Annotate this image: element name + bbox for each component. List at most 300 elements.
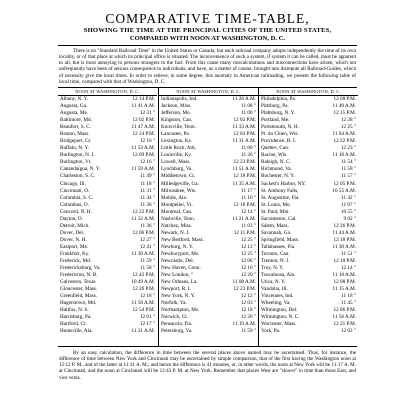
local-time: 11 45 " xyxy=(341,300,356,307)
table-row xyxy=(159,307,258,314)
title-rule xyxy=(58,45,357,46)
table-row xyxy=(159,328,258,335)
city-name: Canandaigua, N. Y. xyxy=(60,166,101,173)
city-name: Newport, R. I. xyxy=(161,286,191,293)
city-name: Detroit, Mich. xyxy=(60,222,90,229)
city-name: Portsmouth, N. H. xyxy=(261,124,299,131)
table-row xyxy=(259,300,358,307)
local-time: 11 08 A.M. xyxy=(232,279,256,286)
city-name: Louisville, Ky. xyxy=(161,152,192,159)
local-time: 11 48 A.M. xyxy=(332,102,356,109)
column-header: NOON AT WASHINGTON, D. C. xyxy=(58,88,157,96)
local-time: 11 00 " xyxy=(241,145,256,152)
table-row xyxy=(259,202,358,209)
table-row xyxy=(159,103,258,110)
city-name: Nashville, Tenn. xyxy=(161,215,195,222)
table-row xyxy=(159,202,258,209)
column-header: NOON AT WASHINGTON, D. C. xyxy=(259,88,358,96)
local-time: 11 30 A.M. xyxy=(332,243,356,250)
local-time: 12 02 P.M. xyxy=(233,117,256,124)
city-name: Lexington, Ky. xyxy=(161,138,193,145)
table-row xyxy=(159,279,258,286)
table-row xyxy=(159,286,258,293)
city-name: Halifax, N. S. xyxy=(60,307,89,314)
local-time: 12 08 P.M. xyxy=(333,95,356,102)
local-time: 10 49 A.M. xyxy=(131,279,155,286)
local-time: 12 20 " xyxy=(240,272,256,279)
local-time: 12 54 P.M. xyxy=(132,307,155,314)
table-row xyxy=(58,117,157,124)
city-name: Utica, N. Y. xyxy=(261,279,286,286)
local-time: 12 18 " xyxy=(240,307,256,314)
table-row xyxy=(58,272,157,279)
local-time: 12 14 " xyxy=(240,208,256,215)
table-row xyxy=(159,188,258,195)
local-time: 12 15 P.M. xyxy=(333,110,356,117)
city-name: Portland, Me. xyxy=(261,117,290,124)
table-row xyxy=(58,131,157,138)
table-row xyxy=(259,159,358,166)
city-name: Albany, N. Y. xyxy=(60,95,89,102)
local-time: 11 36 " xyxy=(140,222,155,229)
local-time: 11 33 A.M. xyxy=(232,124,256,131)
table-row xyxy=(259,216,358,223)
local-time: 12 23 " xyxy=(340,145,356,152)
table-row xyxy=(259,117,358,124)
table-row xyxy=(58,96,157,103)
table-row xyxy=(58,124,157,131)
table-row xyxy=(259,307,358,314)
city-name: Newburyport, Ms. xyxy=(161,250,200,257)
city-name: New Haven, Conn. xyxy=(161,265,201,272)
table-row xyxy=(259,223,358,230)
table-row xyxy=(58,244,157,251)
local-time: 10 55 A.M. xyxy=(332,187,356,194)
city-name: Sackett's Harbor, NY. xyxy=(261,180,306,187)
table-row xyxy=(58,145,157,152)
local-time: 11 59 A.M. xyxy=(131,166,155,173)
table-row xyxy=(259,279,358,286)
local-time: 11 18 A.M. xyxy=(332,272,356,279)
local-time: 12 16 " xyxy=(139,159,155,166)
city-name: Trenton, N. J. xyxy=(261,258,290,265)
city-name: Baltimore, Md. xyxy=(60,117,92,124)
table-row xyxy=(159,209,258,216)
table-row xyxy=(159,131,258,138)
city-name: Newark, N. J. xyxy=(161,229,190,236)
city-name: Norfolk, Va. xyxy=(161,300,187,307)
page-subtitle: SHOWING THE TIME AT THE PRINCIPAL CITIES OF THE UNITED STATES, xyxy=(83,27,332,34)
city-name: Greenfield, Mass. xyxy=(60,293,98,300)
city-name: Gloucester, Mass. xyxy=(60,286,98,293)
table-row xyxy=(58,103,157,110)
table-row xyxy=(259,272,358,279)
table-row xyxy=(259,328,358,335)
intro-paragraph: There is no "Standard Railroad Time" in the United States or Canada; but each railroad company adopts independently the time of its own locality, or of that place at which its principal office is situated. The inconvenience of such a system, if system it can be called, must be apparent to all, but is most annoying to persons strangers to the fact. From this cause many miscalculations and misconnections have arisen, which not unfrequently have been of serious consequence to individuals, and have, as a matter of course, brought into disrepute all Railroad-Guides, which of necessity give the local times. In order to relieve, in some degree, this anomaly in American railroading, we present the following table of local time, compared with that of Washington, D. C. xyxy=(59,48,356,85)
table-row xyxy=(58,265,157,272)
table-row xyxy=(259,293,358,300)
page-title: COMPARATIVE TIME-TABLE, xyxy=(105,11,310,26)
local-time: 11 36 " xyxy=(140,201,155,208)
local-time: 11 59 " xyxy=(140,258,155,265)
table-row xyxy=(259,230,358,237)
table-row xyxy=(159,173,258,180)
table-row xyxy=(58,286,157,293)
local-time: 11 31 " xyxy=(140,187,155,194)
city-name: Wheeling, Va. xyxy=(261,300,291,307)
city-name: St. Augustine, Fla. xyxy=(261,194,300,201)
local-time: 12 18 P.M. xyxy=(233,201,256,208)
table-row xyxy=(159,216,258,223)
table-row xyxy=(159,124,258,131)
table-row xyxy=(159,195,258,202)
city-name: Burlington, Vt. xyxy=(60,159,92,166)
table-row xyxy=(159,230,258,237)
table-row xyxy=(58,188,157,195)
city-name: Northampton, Ms. xyxy=(161,307,200,314)
city-name: Norwich, Ct. xyxy=(161,314,188,321)
local-time: 11 58 A.M. xyxy=(131,300,155,307)
local-time: 11 54 " xyxy=(341,159,356,166)
local-time: 12 16 " xyxy=(240,265,256,272)
table-row xyxy=(259,96,358,103)
city-name: Plattsburg, N. Y. xyxy=(261,110,296,117)
local-time: 11 59 " xyxy=(241,328,256,335)
local-time: 11 26 " xyxy=(241,152,256,159)
city-name: Montpelier, Vt. xyxy=(161,201,193,208)
local-time: 11 21 A.M. xyxy=(131,328,155,335)
city-name: Troy, N. Y. xyxy=(261,265,284,272)
local-time: 11 49 " xyxy=(140,173,155,180)
local-time: 11 26 A.M. xyxy=(232,95,256,102)
city-name: Middletown, Ct. xyxy=(161,173,196,180)
table-row xyxy=(58,202,157,209)
table-row xyxy=(159,166,258,173)
table-row xyxy=(58,279,157,286)
city-name: Indianapolis, Ind. xyxy=(161,95,198,102)
local-time: 11 47 A.M. xyxy=(131,124,155,131)
local-time: 12 18 P.M. xyxy=(333,236,356,243)
table-row xyxy=(259,195,358,202)
table-row xyxy=(159,258,258,265)
city-name: New London, " xyxy=(161,272,193,279)
city-name: Chicago, Ill. xyxy=(60,180,86,187)
city-name: Pt. du Chien, Wis. xyxy=(261,131,299,138)
city-name: Galveston, Texas xyxy=(60,279,96,286)
local-time: 11 04 A.M. xyxy=(332,131,356,138)
city-name: Dover, Del. xyxy=(60,229,85,236)
local-time: 12 08 P.M. xyxy=(333,279,356,286)
city-name: Frederick, Md. xyxy=(60,258,91,265)
local-time: 12 22 P.M. xyxy=(132,208,155,215)
local-time: 11 32 A.M. xyxy=(131,215,155,222)
table-row xyxy=(159,110,258,117)
city-name: Tallahassee, Fla. xyxy=(261,243,296,250)
table-row xyxy=(58,230,157,237)
local-time: 11 42 " xyxy=(341,194,356,201)
local-time: 11 19 A.M. xyxy=(232,321,256,328)
local-time: 12 01 " xyxy=(139,314,155,321)
local-time: 12 10 P.M. xyxy=(333,258,356,265)
local-time: 12 02 P.M. xyxy=(132,117,155,124)
city-name: Jackson, Miss. xyxy=(161,102,192,109)
city-name: Salem, Mass. xyxy=(261,222,289,229)
table-row xyxy=(259,244,358,251)
city-name: York, Pa. xyxy=(261,328,281,335)
table-row xyxy=(259,188,358,195)
table-row xyxy=(58,307,157,314)
city-name: Hartford, Ct. xyxy=(60,321,87,328)
local-time: 11 30 A.M. xyxy=(131,250,155,257)
table-row xyxy=(259,145,358,152)
local-time: 11 35 A.M. xyxy=(232,180,256,187)
local-time: 12 41 " xyxy=(139,243,155,250)
time-table-page xyxy=(56,6,359,408)
table-row xyxy=(159,117,258,124)
city-name: Montreal, Can. xyxy=(161,208,193,215)
city-name: Kingston, Can. xyxy=(161,117,193,124)
local-time: 12 06 " xyxy=(240,258,256,265)
local-time: 12 14 P.M. xyxy=(132,95,155,102)
city-name: Natchez, Miss. xyxy=(161,222,192,229)
city-name: Augusta, Ga. xyxy=(60,102,88,109)
city-name: Pittsburg, Pa. xyxy=(261,102,289,109)
city-name: Hagerstown, Md. xyxy=(60,300,97,307)
local-time: 12 26 P.M. xyxy=(333,222,356,229)
city-name: Philadelphia, Pa. xyxy=(261,95,297,102)
table-row xyxy=(259,152,358,159)
city-name: Beaufort, S. C. xyxy=(60,124,91,131)
table-row xyxy=(159,145,258,152)
footer-paragraph: By an easy calculation, the difference in time between the several places above named may be ascertained. Thus, for instance, the difference of time between New York and Cincinnati may be ascertained by simple comparison, that of the first having the Washington noon at 12:12 P. M., and of the latter at 11:31 A. M.; and hence the difference is 41 minutes, or, in other words, the noon at New York will be 11:17 A. M. at Cincinnati, and the noon at Cincinnati will be 12:43 P. M. at New York. Remember that places West are "slower" in time than those East, and vice versa. xyxy=(59,349,356,381)
local-time: 9 02 " xyxy=(343,215,356,222)
table-row xyxy=(58,300,157,307)
table-row xyxy=(159,321,258,328)
local-time: 11 57 " xyxy=(341,173,356,180)
table-row xyxy=(159,314,258,321)
local-time: 12 28 " xyxy=(340,117,356,124)
table-row xyxy=(259,321,358,328)
table-row xyxy=(259,138,358,145)
table-row xyxy=(159,223,258,230)
local-time: 12 05 P.M. xyxy=(333,180,356,187)
table-row xyxy=(159,138,258,145)
time-column xyxy=(158,88,258,346)
city-name: St. Anthony Falls, xyxy=(261,187,299,194)
table-row xyxy=(58,328,157,335)
table-row xyxy=(259,110,358,117)
local-time: 12 11 P.M. xyxy=(233,229,256,236)
local-time: 12 23 P.M. xyxy=(233,159,256,166)
local-time: 12 31 " xyxy=(139,110,155,117)
local-time: 12 25 " xyxy=(240,236,256,243)
local-time: 11 18 A.M. xyxy=(332,152,356,159)
local-time: 10 55 " xyxy=(340,208,356,215)
city-name: Huntsville, Ala. xyxy=(60,328,93,335)
table-row xyxy=(259,173,358,180)
table-row xyxy=(58,216,157,223)
city-name: Milwaukee, Wis. xyxy=(161,187,197,194)
local-time: 12 17 " xyxy=(139,321,155,328)
local-time: 11 21 A.M. xyxy=(232,215,256,222)
local-time: 12 14 " xyxy=(340,265,356,272)
city-name: Dover, N. H. xyxy=(60,236,87,243)
city-name: Concord, N. H. xyxy=(60,208,92,215)
local-time: 11 08 " xyxy=(241,102,256,109)
city-name: Toronto, Can. xyxy=(261,250,290,257)
city-name: Racine, Wis. xyxy=(261,152,288,159)
local-time: 12 12 " xyxy=(240,243,256,250)
city-name: Milledgeville, Ga. xyxy=(161,180,199,187)
city-name: Rochester, N. Y. xyxy=(261,173,295,180)
table-row xyxy=(259,314,358,321)
city-name: Fredericton, N. B. xyxy=(60,272,98,279)
table-row xyxy=(259,166,358,173)
local-time: 11 51 A.M. xyxy=(232,166,256,173)
city-name: Eastport, Me. xyxy=(60,243,89,250)
city-name: Quebec, Can. xyxy=(261,145,290,152)
table-row xyxy=(159,96,258,103)
city-name: Pensacola, Fla. xyxy=(161,321,193,328)
city-name: Wilmington, Del. xyxy=(261,307,298,314)
city-name: Lynchburg, Va. xyxy=(161,166,193,173)
city-name: Columbia, S. C. xyxy=(60,194,94,201)
local-time: 11 18 " xyxy=(140,180,155,187)
city-name: Columbus, O. xyxy=(60,201,89,208)
city-name: Newburg, N. Y. xyxy=(161,243,194,250)
table-row xyxy=(58,166,157,173)
local-time: 12 02 " xyxy=(340,328,356,335)
local-time: 11 31 A.M. xyxy=(232,138,256,145)
city-name: St. Louis, Mo. xyxy=(261,201,291,208)
city-name: Dayton, O. xyxy=(60,215,83,222)
local-time: 11 56 A.M. xyxy=(332,314,356,321)
time-column xyxy=(258,88,358,346)
table-row xyxy=(58,237,157,244)
city-name: Lancaster, Pa. xyxy=(161,131,191,138)
local-time: 12 18 P.M. xyxy=(233,173,256,180)
city-name: Worcester, Mass. xyxy=(261,321,297,328)
table-row xyxy=(58,223,157,230)
local-time: 12 21 P.M. xyxy=(333,321,356,328)
local-time: 12 24 P.M. xyxy=(132,131,155,138)
table-row xyxy=(58,110,157,117)
table-row xyxy=(58,152,157,159)
table-row xyxy=(58,209,157,216)
table-row xyxy=(159,300,258,307)
city-name: Petersburg, Va. xyxy=(161,328,193,335)
city-name: Vincennes, Ind. xyxy=(261,293,294,300)
local-time: 12 22 P.M. xyxy=(333,138,356,145)
table-row xyxy=(159,159,258,166)
city-name: St. Paul, Min. xyxy=(261,208,290,215)
city-name: Jefferson, Mo. xyxy=(161,110,192,117)
city-name: Tuscaloosa, Ala. xyxy=(261,272,296,279)
city-name: Mobile, Ala. xyxy=(161,194,188,201)
local-time: 12 23 P.M. xyxy=(233,286,256,293)
local-time: 11 41 A.M. xyxy=(131,102,155,109)
local-time: 12 06 P.M. xyxy=(132,229,155,236)
city-name: Cincinnati, O. xyxy=(60,187,90,194)
local-time: 11 07 " xyxy=(341,201,356,208)
city-name: Sacramento, Cal. xyxy=(261,215,297,222)
time-table xyxy=(58,87,357,347)
city-name: Fredericksburg, Va. xyxy=(60,265,101,272)
table-row xyxy=(259,258,358,265)
table-row xyxy=(58,258,157,265)
local-time: 11 16 " xyxy=(241,194,256,201)
city-name: New York, N. Y. xyxy=(161,293,196,300)
local-time: 11 44 " xyxy=(140,194,155,201)
local-time: 12 16 " xyxy=(139,138,155,145)
table-row xyxy=(58,321,157,328)
table-row xyxy=(159,272,258,279)
local-time: 12 25 " xyxy=(340,124,356,131)
table-row xyxy=(159,265,258,272)
city-name: Boston, Mass. xyxy=(60,131,90,138)
table-row xyxy=(259,265,358,272)
city-name: Providence, R. I. xyxy=(261,138,297,145)
local-time: 12 03 " xyxy=(240,300,256,307)
city-name: Harrisburg, Pa. xyxy=(60,314,92,321)
local-time: 12 20 " xyxy=(240,314,256,321)
local-time: 11 51 " xyxy=(341,250,356,257)
city-name: Wilmington, N. C. xyxy=(261,314,300,321)
table-row xyxy=(259,286,358,293)
time-column xyxy=(58,88,157,346)
table-row xyxy=(58,173,157,180)
local-time: 12 26 P.M. xyxy=(132,286,155,293)
table-row xyxy=(259,237,358,244)
city-name: Burlington, N. J. xyxy=(60,152,95,159)
table-row xyxy=(159,152,258,159)
table-row xyxy=(58,314,157,321)
city-name: Richmond, Va. xyxy=(261,166,292,173)
local-time: 12 25 " xyxy=(240,250,256,257)
table-row xyxy=(58,181,157,188)
city-name: Charleston, S. C. xyxy=(60,173,96,180)
table-row xyxy=(58,195,157,202)
local-time: 12 42 P.M. xyxy=(132,272,155,279)
city-name: Savannah, Ga. xyxy=(261,229,292,236)
local-time: 11 53 A.M. xyxy=(131,145,155,152)
table-row xyxy=(159,244,258,251)
table-row xyxy=(159,251,258,258)
page-subtitle-secondary: COMPARED WITH NOON AT WASHINGTON, D. C. xyxy=(129,35,286,42)
city-name: Newcastle, Del. xyxy=(161,258,194,265)
local-time: 12 18 " xyxy=(139,293,155,300)
table-row xyxy=(159,237,258,244)
city-name: Springfield, Mass. xyxy=(261,236,300,243)
city-name: Augusta, Me. xyxy=(60,110,89,117)
table-row xyxy=(259,103,358,110)
local-time: 11 44 A.M. xyxy=(332,229,356,236)
city-name: Raleigh, N. C. xyxy=(261,159,291,166)
city-name: Buffalo, N. Y. xyxy=(60,145,89,152)
city-name: Bridgeport, Ct. xyxy=(60,138,92,145)
local-time: 11 58 " xyxy=(341,166,356,173)
local-time: 12 06 P.M. xyxy=(333,307,356,314)
table-row xyxy=(259,209,358,216)
city-name: New Orleans, La. xyxy=(161,279,198,286)
table-row xyxy=(58,159,157,166)
local-time: 11 18 " xyxy=(341,293,356,300)
local-time: 11 00 " xyxy=(241,110,256,117)
table-row xyxy=(159,181,258,188)
local-time: 11 58 " xyxy=(140,265,155,272)
local-time: 12 27 " xyxy=(139,236,155,243)
local-time: 11 15 A.M. xyxy=(332,286,356,293)
